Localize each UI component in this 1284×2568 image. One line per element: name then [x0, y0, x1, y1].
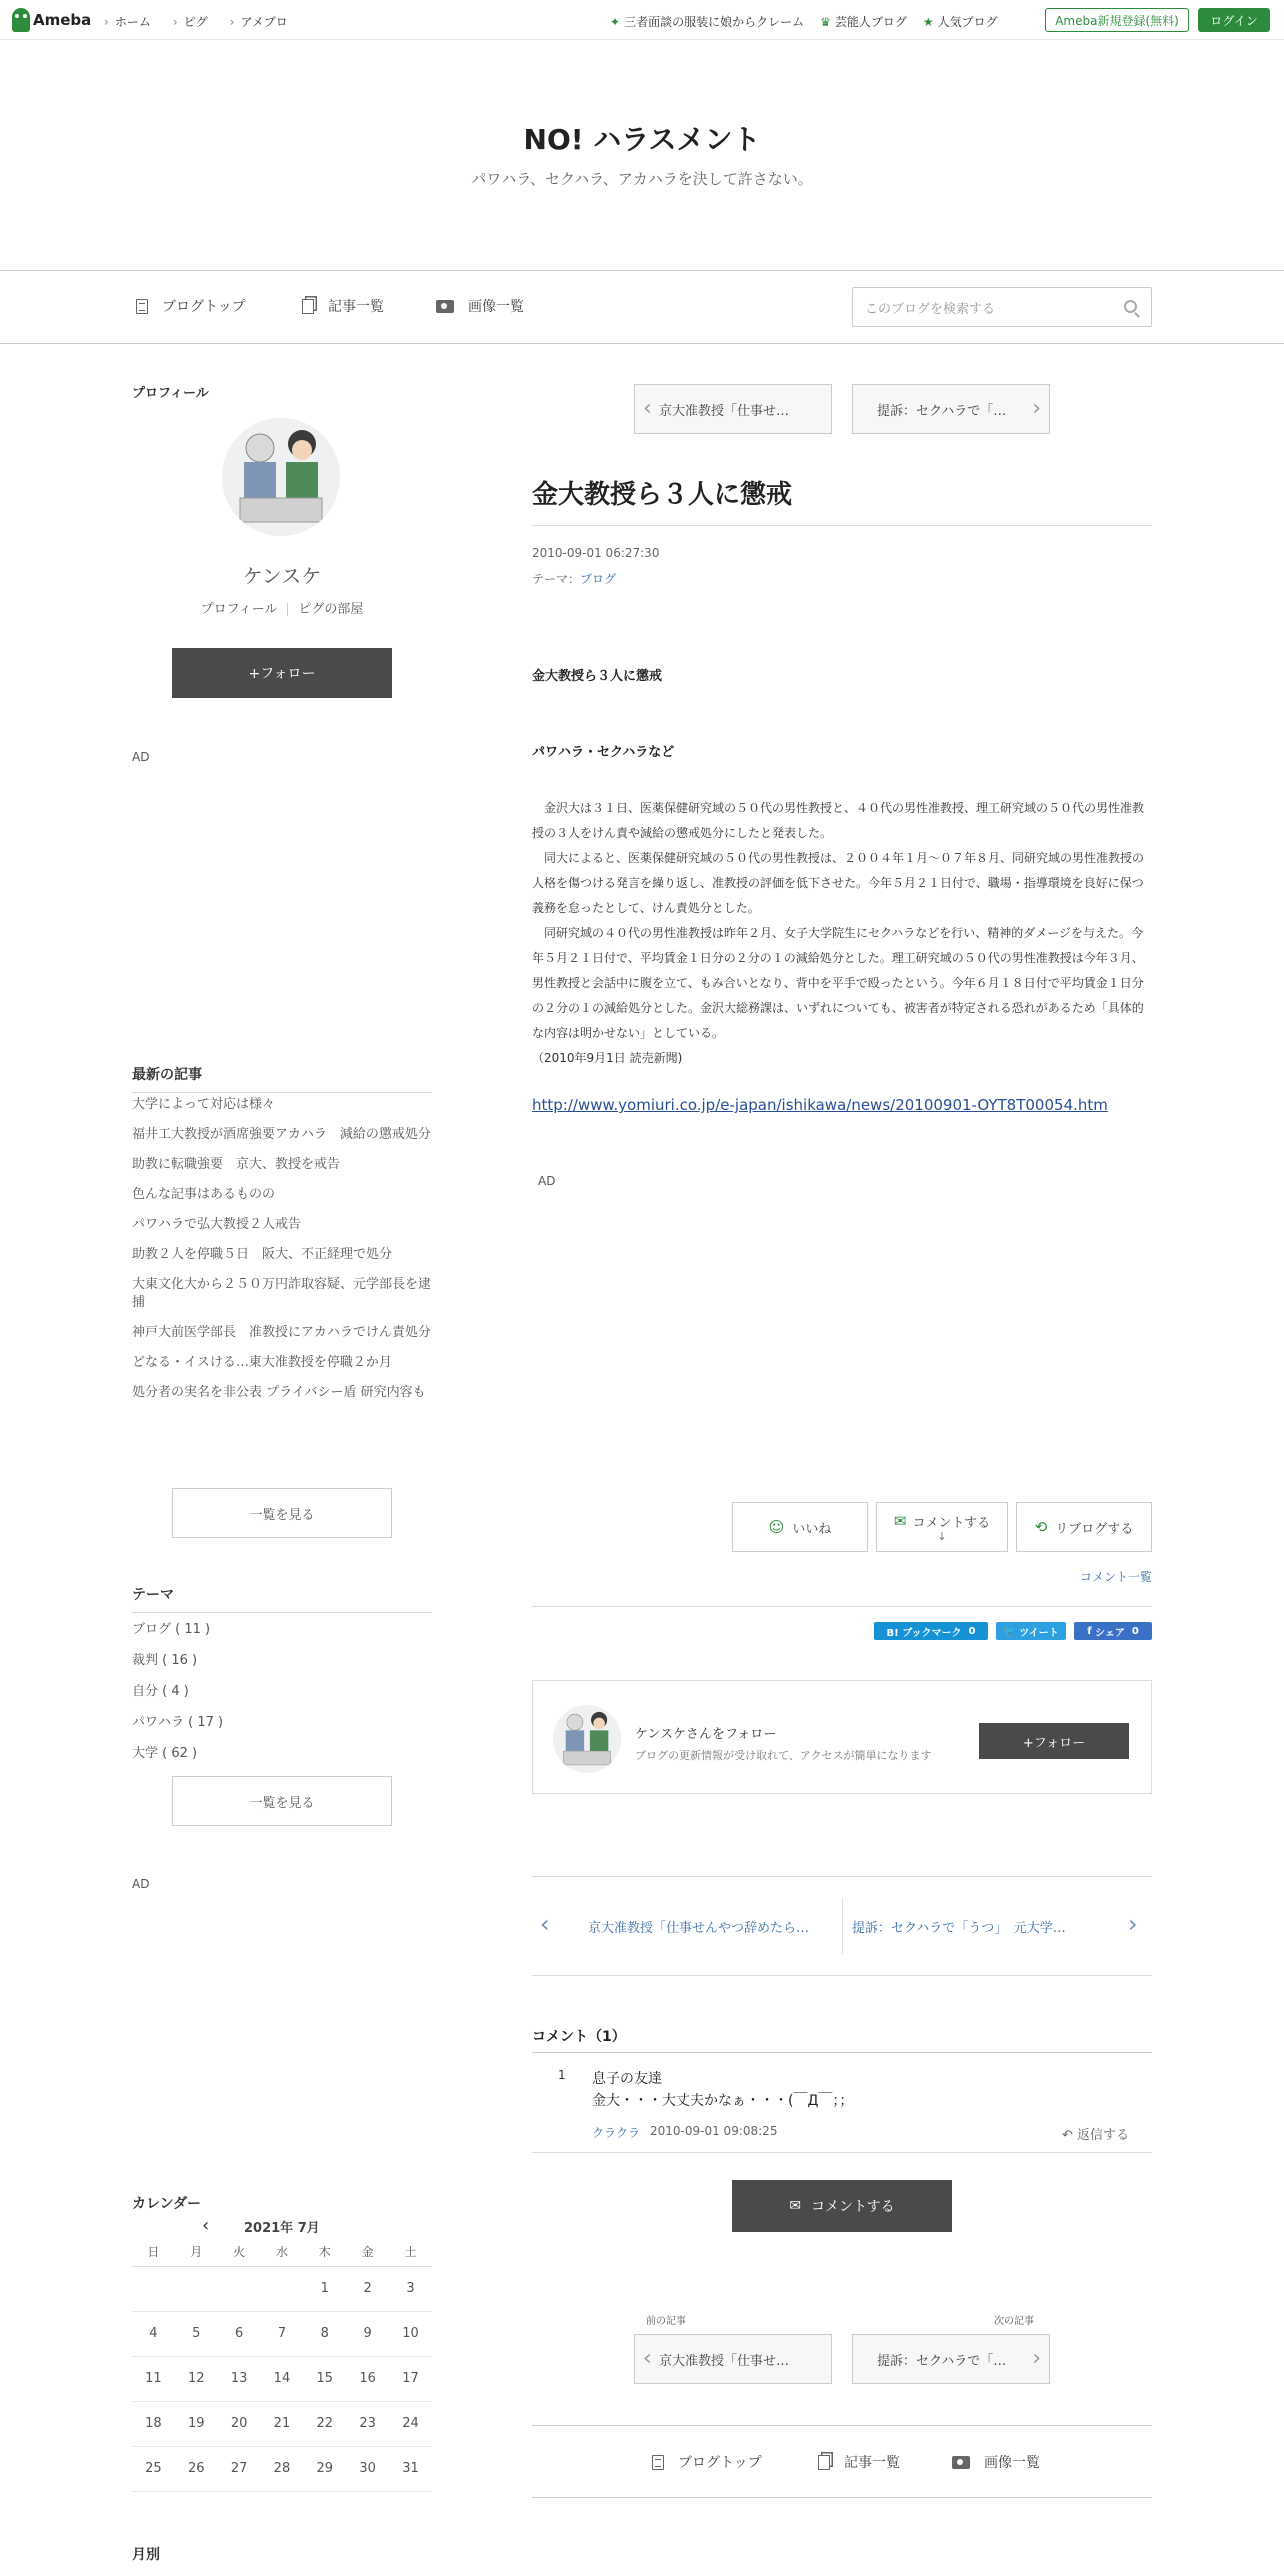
- comment-button[interactable]: ✉ コメントする ↓: [876, 1502, 1008, 1552]
- facebook-share-button[interactable]: f シェア 0: [1074, 1622, 1152, 1640]
- blog-title[interactable]: NO! ハラスメント: [523, 123, 761, 156]
- top-links: [610, 13, 998, 30]
- nav-pigg[interactable]: › ピグ: [173, 13, 208, 30]
- nav-ameblo[interactable]: › アメブロ: [230, 13, 288, 30]
- documents-icon: [818, 2455, 830, 2470]
- documents-icon: [302, 299, 314, 314]
- calendar-day: 25: [132, 2446, 175, 2491]
- sparkle-icon: ✦: [610, 15, 621, 29]
- facebook-icon: f: [1087, 1625, 1092, 1637]
- list-item[interactable]: どなる・イスける…東大准教授を停職２か月: [132, 1355, 392, 1370]
- calendar-day: [175, 2266, 218, 2311]
- divider: [842, 1898, 843, 1954]
- document-icon: [136, 299, 148, 314]
- search-icon[interactable]: [1124, 300, 1137, 313]
- calendar-week: [132, 2266, 432, 2311]
- article-title[interactable]: 金大教授ら３人に懲戒: [532, 480, 793, 510]
- footer-nav-top[interactable]: ブログトップ: [652, 2452, 762, 2472]
- reply-button[interactable]: ↶ 返信する: [1062, 2128, 1130, 2143]
- tweet-button[interactable]: 🐦 ツイート: [996, 1622, 1066, 1640]
- calendar-day: 11: [132, 2356, 175, 2401]
- blog-description: パワハラ、セクハラ、アカハラを決して許さない。: [471, 170, 813, 188]
- prev-article-button[interactable]: ‹ 京大准教授「仕事せ…: [634, 2334, 832, 2384]
- calendar-day: [261, 2266, 304, 2311]
- prev-article-button[interactable]: ‹ 京大准教授「仕事せ…: [634, 384, 832, 434]
- global-header: [0, 0, 1284, 40]
- theme-list: [132, 1618, 432, 1773]
- list-item[interactable]: 自分 ( 4 ): [132, 1684, 189, 1699]
- avatar-illustration: [553, 1705, 621, 1773]
- calendar-day: 22: [303, 2401, 346, 2446]
- avatar[interactable]: [222, 418, 340, 536]
- calendar-day: 12: [175, 2356, 218, 2401]
- list-item[interactable]: 処分者の実名を非公表 プライバシー盾 研究内容も: [132, 1385, 426, 1400]
- divider: [532, 1975, 1152, 1976]
- star-icon: ★: [922, 15, 934, 29]
- calendar-day: 29: [303, 2446, 346, 2491]
- monthly-heading: 月別: [132, 2547, 160, 2563]
- list-item[interactable]: 神戸大前医学部長 准教授にアカハラでけん責処分: [132, 1325, 431, 1340]
- divider: [532, 2497, 1152, 2498]
- divider: [532, 2152, 1152, 2153]
- blog-nav-articles[interactable]: 記事一覧: [302, 296, 384, 316]
- profile-links: [132, 598, 432, 617]
- like-button[interactable]: ☺ いいね: [732, 1502, 868, 1552]
- next-article-button[interactable]: 提訴：セクハラで「… ›: [852, 2334, 1050, 2384]
- list-item[interactable]: 裁判 ( 16 ): [132, 1653, 198, 1668]
- article-heading: 金大教授ら３人に懲戒: [532, 669, 663, 684]
- calendar-day: 9: [346, 2311, 389, 2356]
- comment-icon: ✉: [893, 1512, 907, 1530]
- divider: [532, 2425, 1152, 2426]
- calendar-day: 18: [132, 2401, 175, 2446]
- ad-label: AD: [132, 750, 150, 764]
- login-button[interactable]: ログイン: [1198, 8, 1270, 32]
- calendar-heading: カレンダー: [132, 2196, 202, 2212]
- calendar-day: 6: [218, 2311, 261, 2356]
- avatar[interactable]: [553, 1705, 621, 1773]
- list-item[interactable]: 色んな記事はあるものの: [132, 1187, 276, 1202]
- blog-nav-top[interactable]: ブログトップ: [136, 296, 246, 316]
- calendar-day: [218, 2266, 261, 2311]
- calendar-day: 20: [218, 2401, 261, 2446]
- calendar-table: [132, 2238, 432, 2492]
- calendar-day: 17: [389, 2356, 432, 2401]
- recent-articles-heading: 最新の記事: [132, 1064, 432, 1093]
- top-link-celeb[interactable]: ♛ 芸能人ブログ: [820, 15, 907, 29]
- comments-heading: コメント（1）: [532, 2029, 626, 2045]
- twitter-icon: 🐦: [1003, 1625, 1016, 1637]
- calendar-day: 26: [175, 2446, 218, 2491]
- weekday: 木: [303, 2238, 346, 2266]
- calendar-day: 14: [261, 2356, 304, 2401]
- ameba-logo[interactable]: [12, 8, 91, 32]
- chevron-right-icon: ›: [1032, 2346, 1041, 2371]
- article-paragraph: 同研究域の４０代の男性准教授は昨年２月、女子大学院生にセクハラなどを行い、精神的ダメージを与えた。今年５月２１日付で、平均賃金１日分の２分の１の減給処分とした。理工研究域の５０代の男性准教授は今年３月、男性教授と会話中に腹を立て、もみ合いとなり、背中を平手で殴ったという。今年６月１８日付で平均賃金１日分の２分の１の減給処分とした。金沢大総務課は、いずれについても、被害者が特定される恐れがあるため「具体的な内容は明かせない」としている。: [532, 926, 1144, 1040]
- comment-author[interactable]: クラクラ: [592, 2126, 641, 2140]
- follow-box-description: ブログの更新情報が受け取れて、アクセスが簡単になります: [635, 1749, 932, 1762]
- document-icon: [652, 2455, 664, 2470]
- next-article-link[interactable]: 提訴：セクハラで「うつ」 元大学…: [852, 1920, 1066, 1936]
- calendar-day: 8: [303, 2311, 346, 2356]
- article-source: （2010年9月1日 読売新聞): [532, 1051, 683, 1065]
- article-paragraph: 金沢大は３１日、医薬保健研究域の５０代の男性教授と、４０代の男性准教授、理工研究域の５０代の男性准教授の３人をけん責や減給の懲戒処分にしたと発表した。: [532, 801, 1145, 840]
- comment-text: 金大・・・大丈夫かなぁ・・・(￣Д￣；；: [592, 2093, 854, 2109]
- article-external-link[interactable]: http://www.yomiuri.co.jp/e-japan/ishikawa/news/20100901-OYT8T00054.htm: [532, 1096, 1108, 1114]
- calendar-day: 16: [346, 2356, 389, 2401]
- theme-see-all-button[interactable]: 一覧を見る: [172, 1776, 392, 1826]
- crown-icon: ♛: [820, 15, 831, 29]
- list-item[interactable]: 大学 ( 62 ): [132, 1746, 198, 1761]
- top-link-popular[interactable]: ★ 人気ブログ: [922, 15, 998, 29]
- calendar-day: 24: [389, 2401, 432, 2446]
- comment-list-link[interactable]: コメント一覧: [1080, 1570, 1153, 1584]
- pigg-room-link[interactable]: ピグの部屋: [298, 602, 364, 617]
- comment-title: 息子の友達: [592, 2071, 662, 2087]
- list-item[interactable]: 大東文化大から２５０万円詐取容疑、元学部長を逮捕: [132, 1277, 432, 1310]
- calendar-day: 28: [261, 2446, 304, 2491]
- register-button[interactable]: Ameba新規登録(無料): [1045, 8, 1189, 32]
- calendar-week: [132, 2311, 432, 2356]
- list-item[interactable]: 助教２人を停職５日 阪大、不正経理で処分: [132, 1247, 393, 1262]
- footer-nav-articles[interactable]: 記事一覧: [818, 2452, 900, 2472]
- article-body: [532, 796, 1152, 1071]
- calendar-day: 5: [175, 2311, 218, 2356]
- hatena-bookmark-button[interactable]: B! ブックマーク 0: [874, 1622, 988, 1640]
- chevron-left-icon[interactable]: ‹: [202, 2215, 210, 2236]
- logo-text: Ameba: [33, 11, 92, 29]
- divider: [0, 270, 1284, 271]
- list-item[interactable]: 福井工大教授が酒席強要アカハラ 減給の懲戒処分: [132, 1127, 431, 1142]
- theme-link[interactable]: ブログ: [580, 572, 617, 586]
- theme-heading: テーマ: [132, 1584, 432, 1613]
- calendar-day: 30: [346, 2446, 389, 2491]
- divider: [532, 2052, 1152, 2053]
- top-link-trending[interactable]: ✦ 三者面談の服装に娘からクレーム: [610, 15, 805, 29]
- comment-number: 1: [558, 2068, 566, 2082]
- calendar-day: 2: [346, 2266, 389, 2311]
- calendar-day: 1: [303, 2266, 346, 2311]
- calendar-day: [132, 2266, 175, 2311]
- calendar-month-nav: [132, 2215, 432, 2235]
- calendar-day: 21: [261, 2401, 304, 2446]
- reblog-icon: ⟲: [1034, 1518, 1048, 1536]
- weekday: 月: [175, 2238, 218, 2266]
- recent-see-all-button[interactable]: 一覧を見る: [172, 1488, 392, 1538]
- profile-link[interactable]: プロフィール: [200, 602, 278, 617]
- follow-box-title: ケンスケさんをフォロー: [635, 1727, 777, 1742]
- weekday: 水: [261, 2238, 304, 2266]
- profile-heading: プロフィール: [132, 386, 209, 401]
- calendar-month-label: 2021年 7月: [244, 2221, 320, 2236]
- blog-search-input[interactable]: このブログを検索する: [852, 287, 1152, 327]
- article-paragraph: 同大によると、医薬保健研究域の５０代の男性教授は、２００４年１月～０７年８月、同研究域の男性准教授の人格を傷つける発言を繰り返し、准教授の評価を低下させた。今年５月２１日付で、職場・指導環境を良好に保つ義務を怠ったとして、けん責処分とした。: [532, 851, 1145, 915]
- list-item[interactable]: パワハラで弘大教授２人戒告: [132, 1217, 302, 1232]
- reply-icon: ↶: [1062, 2128, 1073, 2143]
- footer-nav-images[interactable]: 画像一覧: [952, 2452, 1040, 2472]
- follow-box: [532, 1680, 1152, 1794]
- global-nav: [104, 13, 288, 30]
- list-item[interactable]: 助教に転職強要 京大、教授を戒告: [132, 1157, 341, 1172]
- chevron-left-icon[interactable]: ‹: [540, 1910, 550, 1938]
- divider: [532, 525, 1152, 526]
- camera-icon: [436, 300, 454, 313]
- calendar-day: 10: [389, 2311, 432, 2356]
- calendar-day: 13: [218, 2356, 261, 2401]
- article-subheading: パワハラ・セクハラなど: [532, 745, 675, 760]
- chevron-right-icon[interactable]: ›: [1128, 1910, 1138, 1938]
- divider: [532, 1606, 1152, 1607]
- calendar-day: 3: [389, 2266, 432, 2311]
- arrow-down-icon: ↓: [937, 1529, 947, 1543]
- nav-home[interactable]: › ホーム: [104, 13, 151, 30]
- calendar-day: 15: [303, 2356, 346, 2401]
- avatar-illustration: [222, 418, 340, 536]
- calendar-day: 4: [132, 2311, 175, 2356]
- article-date: 2010-09-01 06:27:30: [532, 546, 660, 560]
- divider: [0, 343, 1284, 344]
- weekday: 土: [389, 2238, 432, 2266]
- prev-article-label: 前の記事: [646, 2316, 686, 2327]
- camera-icon: [952, 2456, 970, 2469]
- next-article-button[interactable]: 提訴：セクハラで「… ›: [852, 384, 1050, 434]
- ameba-logo-icon: [12, 8, 30, 32]
- list-item[interactable]: ブログ ( 11 ): [132, 1622, 211, 1637]
- blog-nav-images[interactable]: 画像一覧: [436, 296, 524, 316]
- divider: [532, 1876, 1152, 1877]
- comment-date: 2010-09-01 09:08:25: [650, 2124, 778, 2138]
- write-comment-button[interactable]: ✉ コメントする: [732, 2180, 952, 2232]
- divider: [287, 603, 288, 616]
- chevron-right-icon: ›: [1032, 396, 1041, 421]
- ad-label: AD: [538, 1174, 556, 1188]
- comment-icon: ✉: [789, 2198, 802, 2214]
- calendar-week: [132, 2356, 432, 2401]
- follow-button[interactable]: +フォロー: [172, 648, 392, 698]
- calendar-week: [132, 2446, 432, 2491]
- calendar-day: 27: [218, 2446, 261, 2491]
- prev-article-link[interactable]: 京大准教授「仕事せんやつ辞めたら…: [588, 1920, 810, 1936]
- follow-button[interactable]: +フォロー: [979, 1723, 1129, 1759]
- article-theme: テーマ：ブログ: [532, 572, 617, 586]
- calendar-day: 7: [261, 2311, 304, 2356]
- calendar-day: 19: [175, 2401, 218, 2446]
- weekday: 金: [346, 2238, 389, 2266]
- calendar-week: [132, 2401, 432, 2446]
- next-article-label: 次の記事: [994, 2316, 1034, 2327]
- chevron-left-icon: ‹: [643, 2346, 652, 2371]
- calendar-day: 23: [346, 2401, 389, 2446]
- weekday: 日: [132, 2238, 175, 2266]
- weekday: 火: [218, 2238, 261, 2266]
- profile-name[interactable]: ケンスケ: [242, 564, 322, 588]
- list-item[interactable]: パワハラ ( 17 ): [132, 1715, 224, 1730]
- list-item[interactable]: 大学によって対応は様々: [132, 1097, 276, 1112]
- chevron-left-icon: ‹: [643, 396, 652, 421]
- smile-icon: ☺: [768, 1518, 785, 1536]
- ad-label: AD: [132, 1877, 150, 1891]
- reblog-button[interactable]: ⟲ リブログする: [1016, 1502, 1152, 1552]
- calendar-day: 31: [389, 2446, 432, 2491]
- recent-articles-list: [132, 1096, 432, 1414]
